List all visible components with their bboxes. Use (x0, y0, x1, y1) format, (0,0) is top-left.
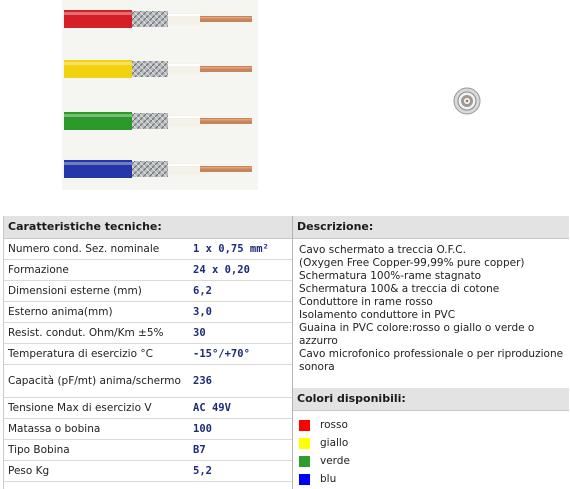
product-info-panel (3, 216, 570, 489)
description-line: Schermatura 100%-rame stagnato (299, 270, 482, 282)
cable-sample (64, 10, 252, 28)
spec-label: Tipo Bobina (8, 444, 70, 456)
cable-photo (62, 0, 258, 190)
description-line: (Oxygen Free Copper-99,99% pure copper) (299, 257, 525, 269)
color-name: blu (320, 473, 337, 485)
spec-row (4, 260, 292, 281)
cable-sample (64, 60, 252, 78)
description-line: Guaina in PVC colore:rosso o giallo o verde o azzurro (299, 322, 535, 347)
description-section (293, 216, 569, 489)
spec-label: Resist. condut. Ohm/Km ±5% (8, 327, 164, 339)
spec-row (4, 323, 292, 344)
cable-cross-section-icon (452, 86, 482, 116)
spec-value: 24 x 0,20 (193, 264, 250, 276)
description-line: Schermatura 100& a treccia di cotone (299, 283, 500, 295)
color-option (299, 416, 350, 434)
cable-sample (64, 112, 252, 130)
specs-table (4, 239, 292, 482)
spec-label: Peso Kg (8, 465, 50, 477)
spec-row (4, 281, 292, 302)
color-option (299, 452, 350, 470)
spec-value: 3,0 (193, 306, 212, 318)
spec-value: B7 (193, 444, 206, 456)
description-line: Conduttore in rame rosso (299, 296, 433, 308)
spec-row (4, 419, 292, 440)
specs-title: Caratteristiche tecniche: (4, 216, 292, 239)
spec-label: Capacità (pF/mt) anima/schermo (8, 375, 181, 387)
description-line: Cavo microfonico professionale o per riproduzione sonora (299, 348, 564, 373)
spec-value: -15°/+70° (193, 348, 250, 360)
spec-value: AC 49V (193, 402, 231, 414)
description-title: Descrizione: (293, 216, 569, 239)
spec-row (4, 344, 292, 365)
spec-value: 100 (193, 423, 212, 435)
description-text (293, 239, 569, 374)
color-name: verde (320, 455, 350, 467)
spec-label: Tensione Max di esercizio V (8, 402, 152, 414)
color-swatch (299, 438, 310, 449)
colors-title: Colori disponibili: (293, 388, 569, 411)
spec-label: Matassa o bobina (8, 423, 101, 435)
color-swatch (299, 420, 310, 431)
spec-value: 236 (193, 375, 212, 387)
spec-value: 5,2 (193, 465, 212, 477)
color-name: giallo (320, 437, 349, 449)
spec-value: 6,2 (193, 285, 212, 297)
spec-row (4, 440, 292, 461)
spec-label: Numero cond. Sez. nominale (8, 243, 160, 255)
spec-value: 30 (193, 327, 206, 339)
color-option (299, 434, 350, 452)
technical-specs-section (4, 216, 293, 489)
description-line: Cavo schermato a treccia O.F.C. (299, 244, 466, 256)
spec-label: Formazione (8, 264, 69, 276)
spec-label: Dimensioni esterne (mm) (8, 285, 142, 297)
cable-sample (64, 160, 252, 178)
color-swatch (299, 474, 310, 485)
spec-value: 1 x 0,75 mm² (193, 243, 269, 255)
color-option (299, 470, 350, 488)
spec-row (4, 461, 292, 482)
color-name: rosso (320, 419, 348, 431)
cable-photo-svg (62, 0, 258, 190)
spec-row (4, 302, 292, 323)
description-line: Isolamento conduttore in PVC (299, 309, 456, 321)
spec-row (4, 398, 292, 419)
spec-label: Esterno anima(mm) (8, 306, 113, 318)
spec-label: Temperatura di esercizio °C (8, 348, 153, 360)
spec-row (4, 239, 292, 260)
color-list (299, 416, 350, 488)
color-swatch (299, 456, 310, 467)
spec-row (4, 365, 292, 398)
